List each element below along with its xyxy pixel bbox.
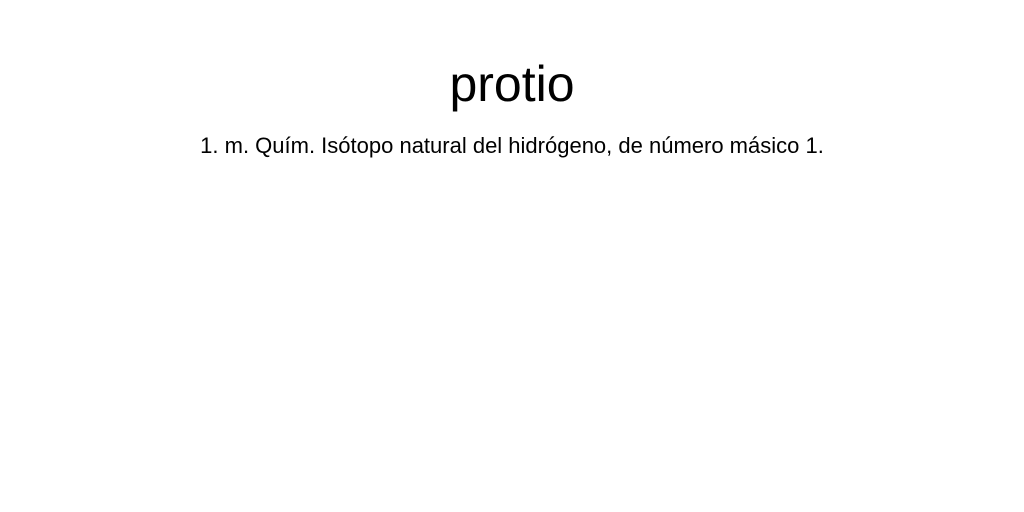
definition: 1. m. Quím. Isótopo natural del hidrógeno, de número másico 1. (200, 133, 824, 158)
headword: protio (449, 56, 575, 112)
